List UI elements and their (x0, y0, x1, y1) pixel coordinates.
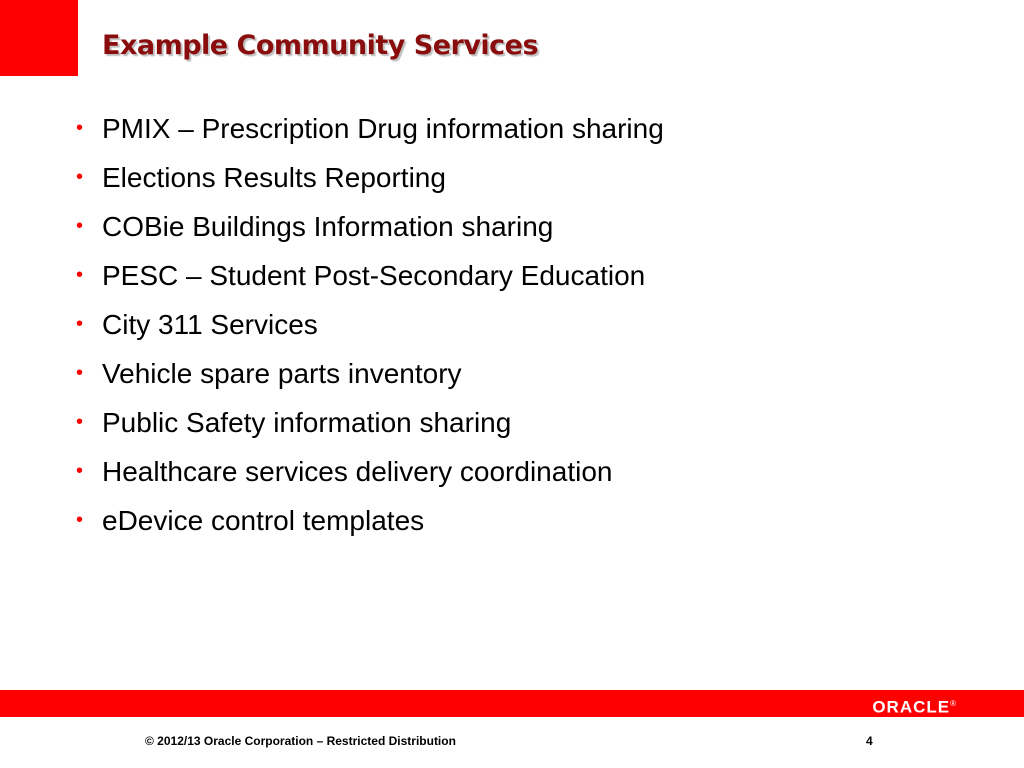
bullet-list (74, 104, 664, 545)
bullet-item (74, 202, 664, 251)
corner-accent-block (0, 0, 78, 76)
bullet-item (74, 153, 664, 202)
bullet-item (74, 300, 664, 349)
bullet-text: PMIX – Prescription Drug information sharing (102, 113, 664, 144)
bullet-item (74, 398, 664, 447)
registered-mark: ® (950, 699, 956, 708)
bullet-dot-icon: • (76, 264, 84, 286)
bullet-item (74, 496, 664, 545)
bullet-dot-icon: • (76, 411, 84, 433)
page-number: 4 (866, 734, 873, 748)
bullet-text: Vehicle spare parts inventory (102, 358, 462, 389)
bullet-text: COBie Buildings Information sharing (102, 211, 554, 242)
bullet-item (74, 447, 664, 496)
oracle-logo (872, 694, 956, 717)
bullet-dot-icon: • (76, 509, 84, 531)
bullet-dot-icon: • (76, 117, 84, 139)
bullet-text: PESC – Student Post-Secondary Education (102, 260, 646, 291)
bullet-text: Elections Results Reporting (102, 162, 446, 193)
bullet-item (74, 251, 664, 300)
bullet-text: eDevice control templates (102, 505, 425, 536)
oracle-logo-text: ORACLE (872, 697, 951, 717)
bullet-item (74, 104, 664, 153)
bullet-dot-icon: • (76, 460, 84, 482)
bullet-dot-icon: • (76, 362, 84, 384)
bullet-item (74, 349, 664, 398)
bullet-text: Healthcare services delivery coordination (102, 456, 613, 487)
bullet-text: Public Safety information sharing (102, 407, 512, 438)
footer-red-band (0, 690, 1024, 717)
slide-title: Example Community Services (102, 30, 539, 61)
bullet-text: City 311 Services (102, 309, 318, 340)
copyright-notice: © 2012/13 Oracle Corporation – Restricted Distribution (145, 734, 456, 748)
bullet-dot-icon: • (76, 166, 84, 188)
bullet-dot-icon: • (76, 215, 84, 237)
bullet-dot-icon: • (76, 313, 84, 335)
